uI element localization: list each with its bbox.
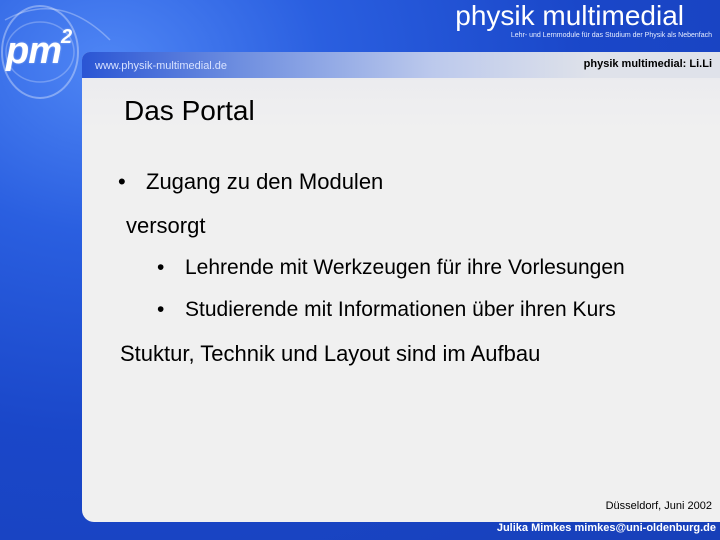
bullet-icon: • <box>157 298 165 321</box>
line-status: Stuktur, Technik und Layout sind im Aufbau <box>120 341 541 366</box>
site-subtitle: Lehr- und Lernmodule für das Studium der Physik als Nebenfach <box>510 32 712 39</box>
bullet-icon: • <box>118 169 126 194</box>
pm2-logo: $pm^2$ <box>6 26 72 72</box>
sub-bullet-students <box>157 298 616 322</box>
bullet-item-text: Zugang zu den Modulen <box>146 169 384 194</box>
sub-bullet-text: Studierende mit Informationen über ihren Kurs <box>185 298 616 321</box>
footer-author-contact[interactable]: Julika Mimkes mimkes@uni-oldenburg.de <box>496 522 716 534</box>
site-title: physik multimedial <box>455 0 684 31</box>
module-title: physik multimedial: Li.Li <box>583 58 712 70</box>
bullet-icon: • <box>157 256 165 279</box>
slide-title: Das Portal <box>124 95 255 126</box>
sub-bullet-text: Lehrende mit Werkzeugen für ihre Vorlesungen <box>185 256 625 279</box>
line-versorgt: versorgt <box>126 213 206 238</box>
bullet-item-modules <box>118 169 383 195</box>
footer-place-date: Düsseldorf, Juni 2002 <box>605 500 712 512</box>
website-url[interactable]: www.physik-multimedial.de <box>95 60 228 72</box>
sub-bullet-teachers <box>157 256 625 280</box>
